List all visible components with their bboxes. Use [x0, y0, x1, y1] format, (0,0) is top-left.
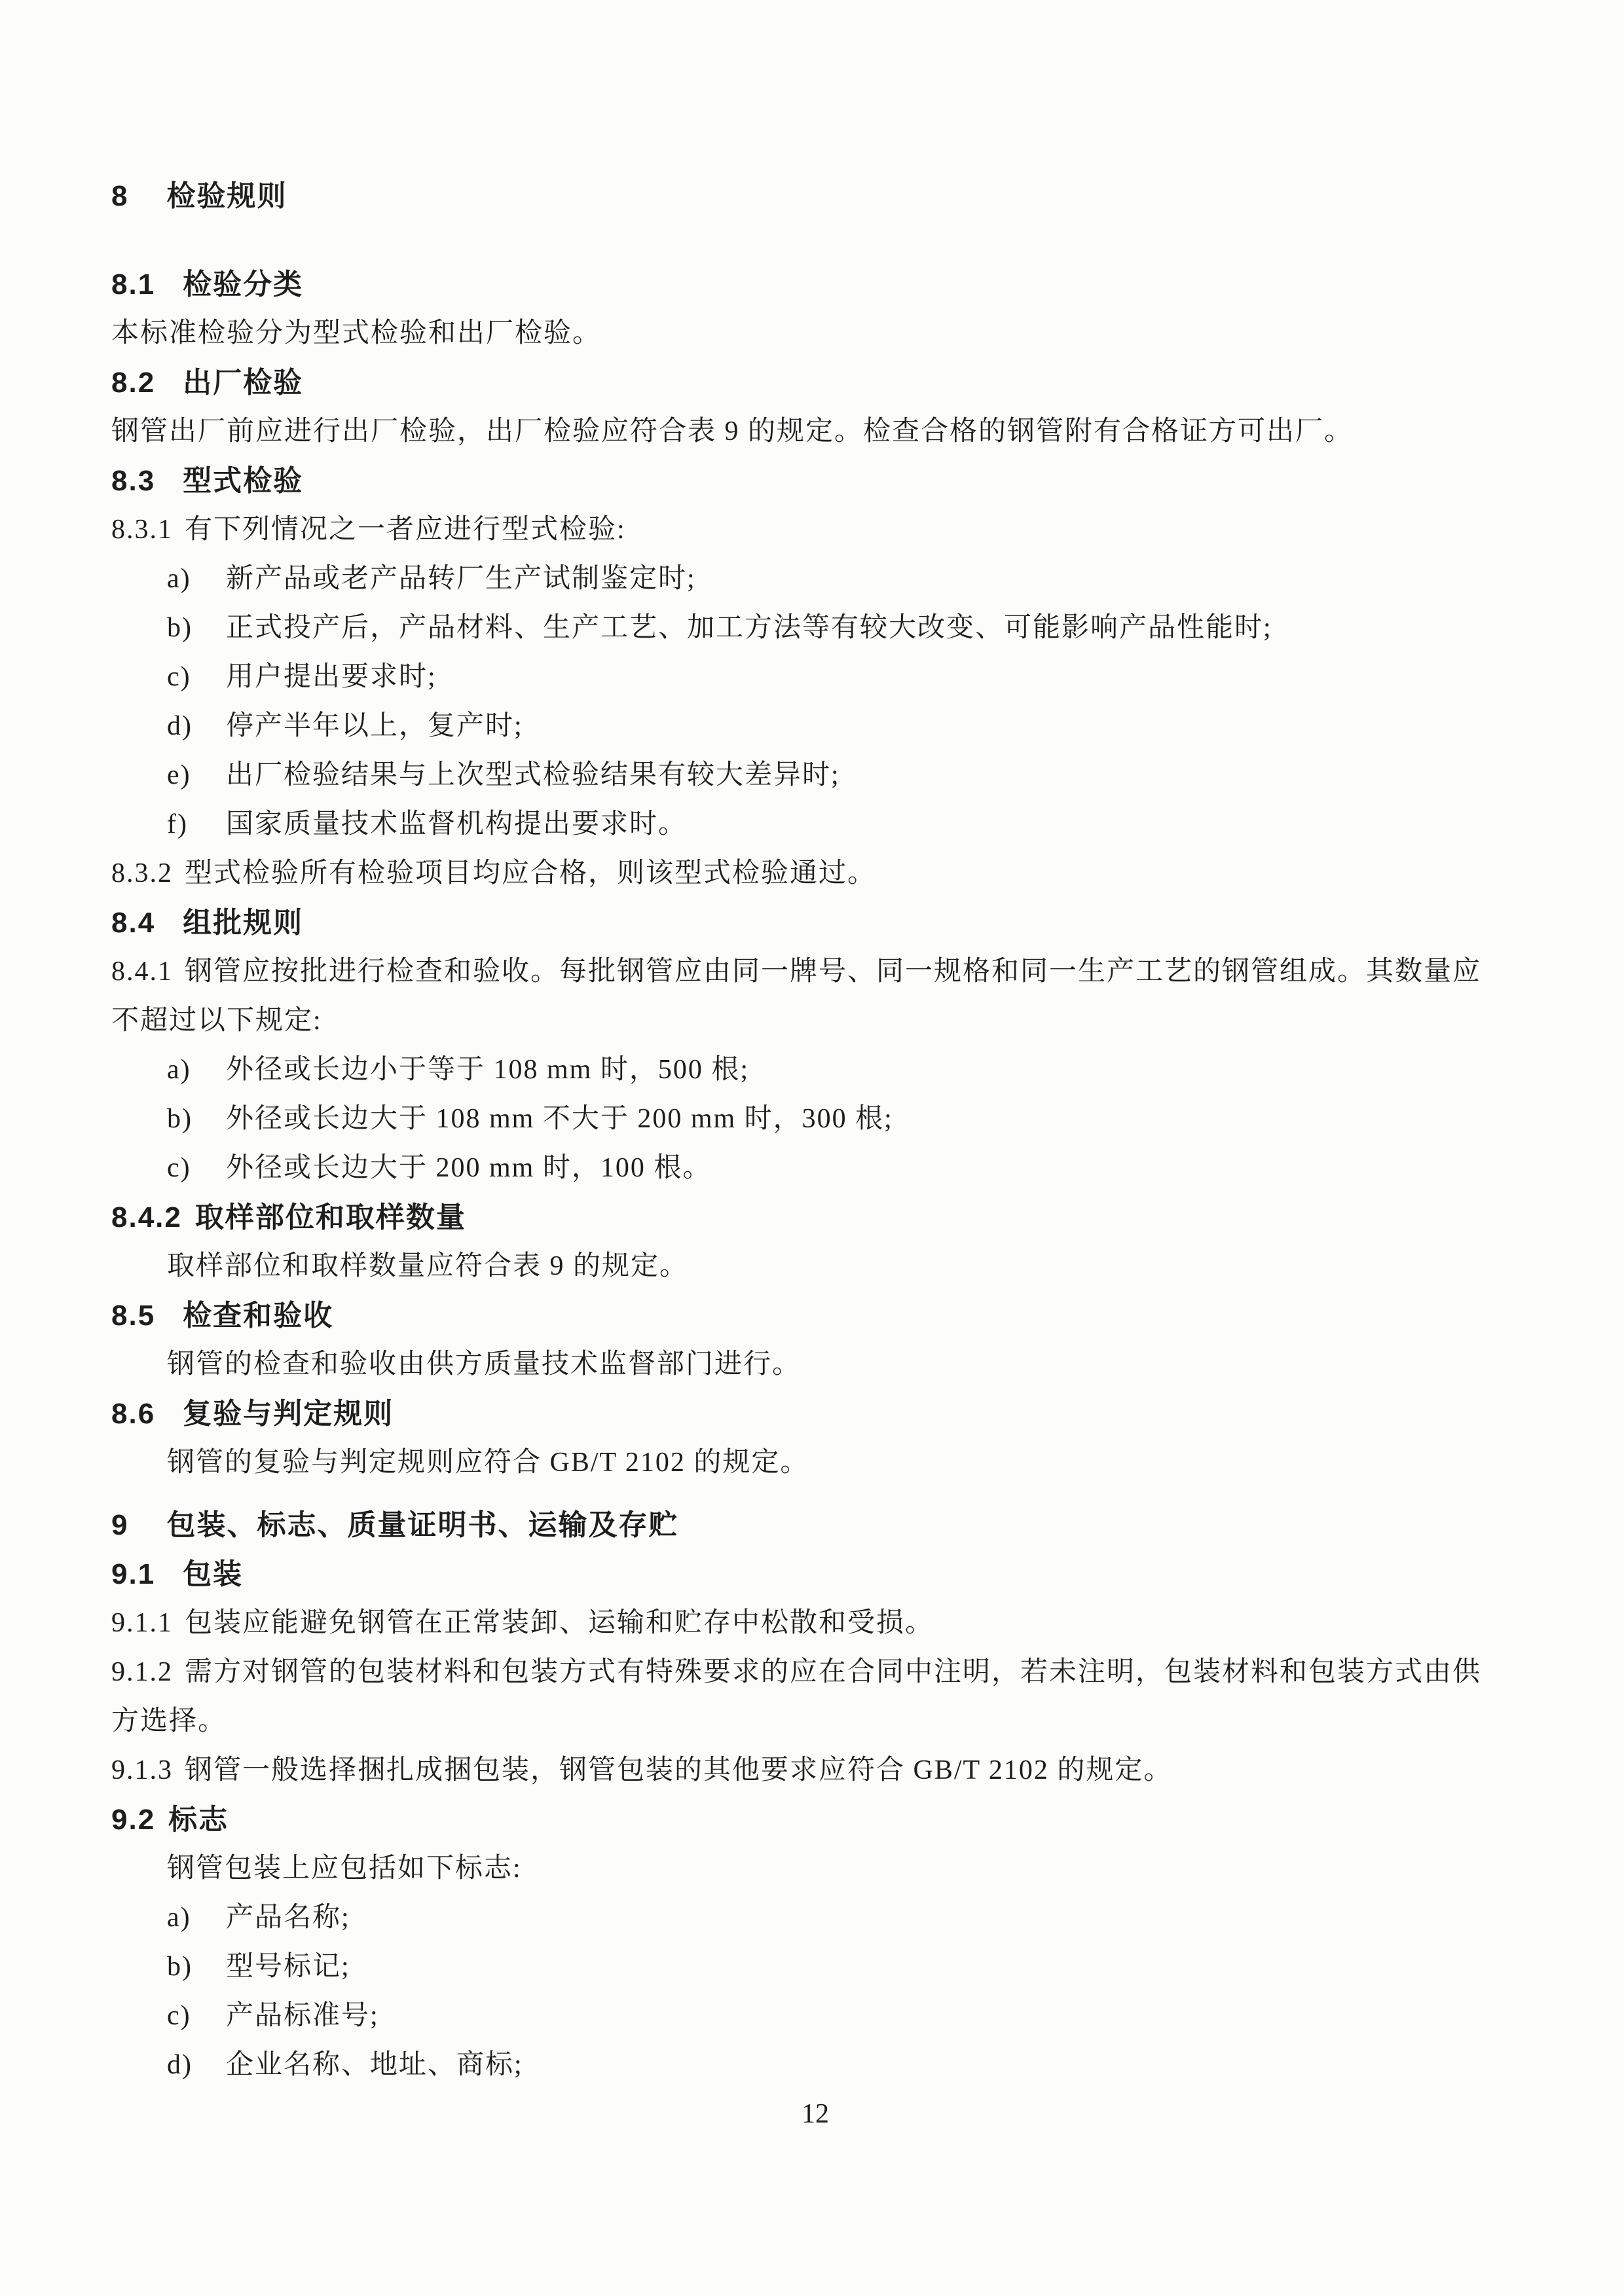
list-item-marker: e)	[167, 760, 191, 790]
list-item-marker: a)	[167, 1903, 191, 1933]
list-item	[111, 555, 1519, 604]
list-item-text: 用户提出要求时;	[226, 662, 437, 692]
section-8-3-title: 型式检验	[183, 465, 304, 497]
clause-8-4-1-text-line1: 钢管应按批进行检查和验收。每批钢管应由同一牌号、同一规格和同一生产工艺的钢管组成。其数量应	[185, 957, 1482, 987]
list-item	[111, 1046, 1519, 1095]
list-item	[111, 1095, 1519, 1144]
list-item-marker: d)	[167, 2050, 193, 2080]
section-8-2-paragraph-text: 钢管出厂前应进行出厂检验，出厂检验应符合表 9 的规定。检查合格的钢管附有合格证方可出厂。	[111, 416, 1354, 446]
list-item-text: 停产半年以上，复产时;	[226, 711, 523, 741]
list-item-marker: a)	[167, 564, 191, 594]
section-8-6-title: 复验与判定规则	[183, 1398, 394, 1430]
list-item-marker: b)	[167, 613, 193, 643]
list-item	[111, 1992, 1519, 2041]
section-9-2-heading	[111, 1795, 1519, 1844]
section-8-2-paragraph	[111, 407, 1519, 456]
clause-9-1-2	[111, 1648, 1519, 1697]
section-8-1-number: 8.1	[111, 268, 156, 301]
clause-9-1-3-number: 9.1.3	[111, 1755, 173, 1785]
clause-8-3-2-text: 型式检验所有检验项目均应合格，则该型式检验通过。	[185, 858, 877, 888]
list-item-marker: c)	[167, 1153, 191, 1183]
section-9-2-intro	[111, 1844, 1519, 1893]
list-item-text: 新产品或老产品转厂生产试制鉴定时;	[226, 564, 696, 594]
chapter-8-heading	[111, 172, 1519, 221]
section-8-5-title: 检查和验收	[183, 1300, 334, 1332]
clause-9-1-2-number: 9.1.2	[111, 1657, 173, 1687]
clause-9-1-1-text: 包装应能避免钢管在正常装卸、运输和贮存中松散和受损。	[185, 1608, 934, 1638]
section-8-3-heading	[111, 456, 1519, 505]
clause-8-4-1	[111, 947, 1519, 996]
clause-9-1-2-continuation	[111, 1697, 1519, 1746]
clause-8-4-2-heading	[111, 1193, 1519, 1242]
list-item-marker: a)	[167, 1055, 191, 1085]
clause-8-4-2-paragraph	[111, 1242, 1519, 1291]
clause-9-1-1-number: 9.1.1	[111, 1608, 173, 1638]
clause-8-3-1	[111, 505, 1519, 555]
list-item-text: 企业名称、地址、商标;	[226, 2050, 523, 2080]
section-8-1-title: 检验分类	[183, 268, 304, 301]
chapter-9-title: 包装、标志、质量证明书、运输及存贮	[166, 1509, 679, 1541]
section-8-6-heading	[111, 1389, 1519, 1438]
clause-9-1-2-text-line1: 需方对钢管的包装材料和包装方式有特殊要求的应在合同中注明，若未注明，包装材料和包装方式由供	[185, 1657, 1482, 1687]
clause-8-4-2-title: 取样部位和取样数量	[194, 1201, 466, 1233]
list-item-text: 外径或长边大于 108 mm 不大于 200 mm 时，300 根;	[226, 1104, 893, 1134]
section-9-1-heading	[111, 1550, 1519, 1599]
section-8-4-title: 组批规则	[183, 907, 304, 939]
clause-8-4-1-continuation	[111, 996, 1519, 1046]
clause-9-1-1	[111, 1599, 1519, 1648]
clause-8-4-2-paragraph-text: 取样部位和取样数量应符合表 9 的规定。	[167, 1251, 689, 1281]
section-8-5-number: 8.5	[111, 1300, 156, 1332]
section-9-2-intro-text: 钢管包装上应包括如下标志:	[167, 1853, 522, 1884]
page-number-text: 12	[802, 2099, 829, 2129]
section-8-2-number: 8.2	[111, 367, 156, 399]
chapter-8-number: 8	[111, 180, 129, 212]
list-item	[111, 702, 1519, 751]
list-item-text: 产品标准号;	[226, 2001, 379, 2031]
clause-8-3-2	[111, 849, 1519, 898]
section-8-1-paragraph-text: 本标准检验分为型式检验和出厂检验。	[111, 318, 602, 348]
list-item	[111, 604, 1519, 653]
clause-9-1-3-text: 钢管一般选择捆扎成捆包装，钢管包装的其他要求应符合 GB/T 2102 的规定。	[185, 1755, 1173, 1785]
list-item-text: 外径或长边小于等于 108 mm 时，500 根;	[226, 1055, 750, 1085]
section-8-5-paragraph-text: 钢管的检查和验收由供方质量技术监督部门进行。	[167, 1349, 802, 1379]
list-item-text: 国家质量技术监督机构提出要求时。	[226, 809, 688, 839]
clause-8-3-1-text: 有下列情况之一者应进行型式检验:	[185, 515, 626, 545]
page-number	[111, 2090, 1519, 2139]
list-item	[111, 1144, 1519, 1193]
section-8-1-paragraph	[111, 309, 1519, 358]
list-item-marker: c)	[167, 662, 191, 692]
clause-8-4-1-number: 8.4.1	[111, 957, 173, 987]
clause-8-3-1-number: 8.3.1	[111, 515, 173, 545]
section-8-6-paragraph-text: 钢管的复验与判定规则应符合 GB/T 2102 的规定。	[167, 1448, 809, 1478]
list-item	[111, 2041, 1519, 2090]
clause-9-1-3	[111, 1746, 1519, 1795]
section-9-2-title: 标志	[168, 1804, 229, 1836]
list-item-text: 型号标记;	[226, 1952, 350, 1982]
list-item-marker: d)	[167, 711, 193, 741]
clause-8-4-2-number: 8.4.2	[111, 1201, 182, 1233]
list-item	[111, 653, 1519, 702]
list-item-marker: b)	[167, 1952, 193, 1982]
section-8-2-title: 出厂检验	[183, 367, 304, 399]
list-item-text: 外径或长边大于 200 mm 时，100 根。	[226, 1153, 712, 1183]
section-8-5-heading	[111, 1291, 1519, 1340]
section-9-2-number: 9.2	[111, 1804, 156, 1836]
list-item-marker: f)	[167, 809, 188, 839]
list-item-marker: c)	[167, 2001, 191, 2031]
section-8-3-number: 8.3	[111, 465, 156, 497]
chapter-9-heading	[111, 1501, 1519, 1550]
list-item-text: 正式投产后，产品材料、生产工艺、加工方法等有较大改变、可能影响产品性能时;	[226, 613, 1272, 643]
section-9-1-title: 包装	[183, 1558, 244, 1590]
section-8-6-paragraph	[111, 1438, 1519, 1487]
clause-8-4-1-text-line2: 不超过以下规定:	[111, 1006, 322, 1036]
section-8-4-heading	[111, 898, 1519, 947]
list-item-marker: b)	[167, 1104, 193, 1134]
list-item	[111, 1942, 1519, 1992]
section-9-1-number: 9.1	[111, 1558, 156, 1590]
section-8-6-number: 8.6	[111, 1398, 156, 1430]
clause-9-1-2-text-line2: 方选择。	[111, 1706, 227, 1736]
section-8-5-paragraph	[111, 1340, 1519, 1389]
section-8-1-heading	[111, 260, 1519, 309]
chapter-8-title: 检验规则	[166, 180, 287, 212]
list-item	[111, 1893, 1519, 1942]
section-8-2-heading	[111, 358, 1519, 407]
section-8-4-number: 8.4	[111, 907, 156, 939]
list-item-text: 产品名称;	[226, 1903, 350, 1933]
list-item-text: 出厂检验结果与上次型式检验结果有较大差异时;	[226, 760, 840, 790]
document-content	[111, 172, 1519, 2139]
list-item	[111, 751, 1519, 800]
list-item	[111, 800, 1519, 849]
clause-8-3-2-number: 8.3.2	[111, 858, 173, 888]
chapter-9-number: 9	[111, 1509, 129, 1541]
